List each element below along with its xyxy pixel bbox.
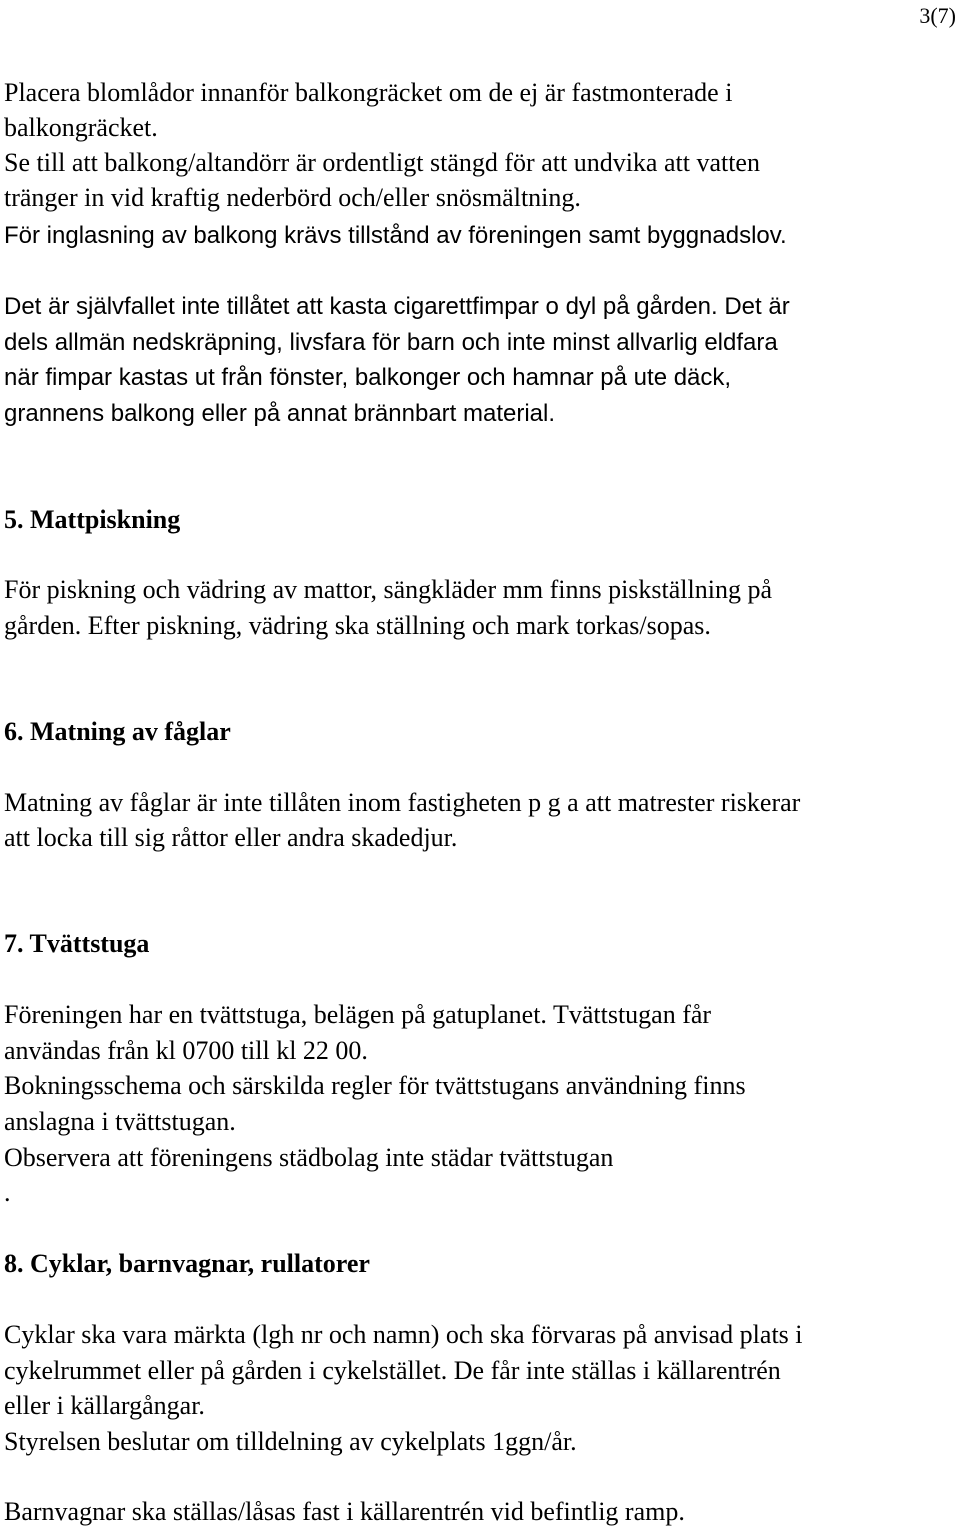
section-heading: 5. Mattpiskning [4,505,181,534]
section-heading: 7. Tvättstuga [4,929,150,958]
paragraph-line: Det är självfallet inte tillåtet att kasta cigarettfimpar o dyl på gården. Det är [4,293,790,320]
paragraph-line: att locka till sig råttor eller andra skadedjur. [4,823,458,852]
paragraph-line: balkongräcket. [4,113,158,142]
paragraph-line: när fimpar kastas ut från fönster, balkonger och hamnar på ute däck, [4,364,732,391]
paragraph-line: Observera att föreningens städbolag inte städar tvättstugan [4,1143,614,1172]
paragraph-line: Cyklar ska vara märkta (lgh nr och namn) och ska förvaras på anvisad plats i [4,1320,803,1349]
paragraph-line: Bokningsschema och särskilda regler för tvättstugans användning finns [4,1071,746,1100]
paragraph-line: Barnvagnar ska ställas/låsas fast i källarentrén vid befintlig ramp. [4,1497,685,1526]
paragraph-line: anslagna i tvättstugan. [4,1107,236,1136]
paragraph-line: grannens balkong eller på annat brännbart material. [4,400,556,427]
paragraph-line: Styrelsen beslutar om tilldelning av cykelplats 1ggn/år. [4,1427,577,1456]
paragraph-line: tränger in vid kraftig nederbörd och/eller snösmältning. [4,183,581,212]
paragraph-line: För inglasning av balkong krävs tillstånd av föreningen samt byggnadslov. [4,222,787,249]
paragraph-line: gården. Efter piskning, vädring ska ställning och mark torkas/sopas. [4,611,711,640]
paragraph-line: cykelrummet eller på gården i cykelstället. De får inte ställas i källarentrén [4,1356,781,1385]
paragraph-line: Matning av fåglar är inte tillåten inom fastigheten p g a att matrester riskerar [4,788,801,817]
paragraph-line: Se till att balkong/altandörr är ordentligt stängd för att undvika att vatten [4,148,760,177]
paragraph-line: användas från kl 0700 till kl 22 00. [4,1036,368,1065]
paragraph-line: Föreningen har en tvättstuga, belägen på gatuplanet. Tvättstugan får [4,1000,712,1029]
paragraph-line: För piskning och vädring av mattor, sängkläder mm finns piskställning på [4,575,773,604]
paragraph-line: dels allmän nedskräpning, livsfara för barn och inte minst allvarlig eldfara [4,329,778,356]
page-number: 3(7) [919,3,956,28]
paragraph-line: Placera blomlådor innanför balkongräcket om de ej är fastmonterade i [4,78,733,107]
paragraph-line: . [4,1178,11,1207]
section-heading: 6. Matning av fåglar [4,717,231,746]
paragraph-line: eller i källargångar. [4,1391,205,1420]
section-heading: 8. Cyklar, barnvagnar, rullatorer [4,1249,370,1278]
